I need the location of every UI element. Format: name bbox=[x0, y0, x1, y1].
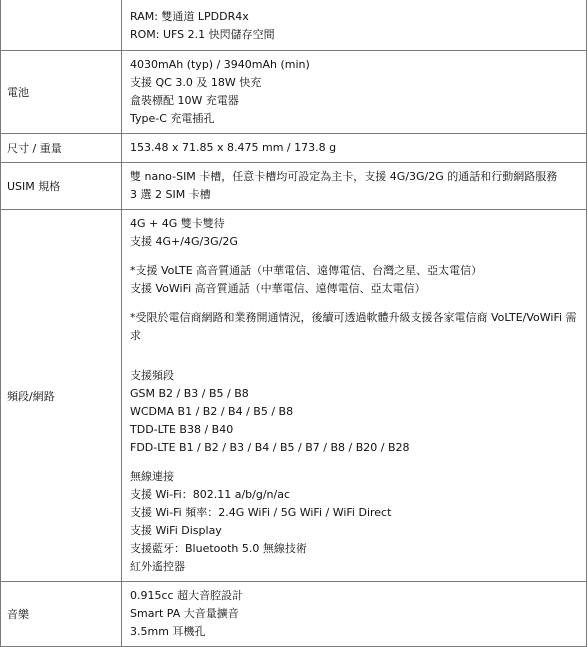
spec-line: RAM: 雙通道 LPDDR4x bbox=[130, 10, 249, 23]
spec-line: 153.48 x 71.85 x 8.475 mm / 173.8 g bbox=[130, 141, 337, 154]
spec-label-battery: 電池 bbox=[1, 51, 122, 134]
spec-label-network: 頻段/網路 bbox=[1, 210, 122, 582]
spec-line: 支援 Wi-Fi 頻率：2.4G WiFi / 5G WiFi / WiFi Direct bbox=[130, 506, 392, 519]
spec-row-battery bbox=[1, 51, 587, 134]
spec-line: *支援 VoLTE 高音質通話（中華電信、遠傳電信、台灣之星、亞太電信） bbox=[130, 264, 483, 277]
spec-value-network bbox=[122, 210, 587, 582]
spec-line: GSM B2 / B3 / B5 / B8 bbox=[130, 387, 249, 400]
spec-line: 支援 QC 3.0 及 18W 快充 bbox=[130, 76, 262, 89]
spec-row-network bbox=[1, 210, 587, 582]
spec-label-size: 尺寸 / 重量 bbox=[1, 134, 122, 163]
spec-value-usim bbox=[122, 163, 587, 210]
spec-note: *受限於電信商網路和業務開通情況，後續可透過軟體升級支援各家電信商 VoLTE/VoWiFi 需求 bbox=[130, 311, 577, 342]
spec-value-audio bbox=[122, 582, 587, 647]
spec-label-audio: 音樂 bbox=[1, 582, 122, 647]
spec-row-usim bbox=[1, 163, 587, 210]
spec-line: 支援藍牙：Bluetooth 5.0 無線技術 bbox=[130, 542, 307, 555]
spec-line: 雙 nano-SIM 卡槽，任意卡槽均可設定為主卡，支援 4G/3G/2G 的通話和行動網路服務 bbox=[130, 170, 558, 183]
spec-row-size bbox=[1, 134, 587, 163]
spec-value-size bbox=[122, 134, 587, 163]
spec-value-battery bbox=[122, 51, 587, 134]
spec-line: 3.5mm 耳機孔 bbox=[130, 625, 206, 638]
spec-line: 4030mAh (typ) / 3940mAh (min) bbox=[130, 58, 310, 71]
spec-row-memory bbox=[1, 0, 587, 51]
spec-line: FDD-LTE B1 / B2 / B3 / B4 / B5 / B7 / B8 / B20 / B28 bbox=[130, 441, 410, 454]
spec-line: 紅外遙控器 bbox=[130, 560, 185, 573]
spec-line: 支援頻段 bbox=[130, 369, 174, 382]
spec-value-memory bbox=[122, 0, 587, 51]
spec-line: 支援 Wi-Fi：802.11 a/b/g/n/ac bbox=[130, 488, 291, 501]
spec-label-memory bbox=[1, 0, 122, 51]
spec-line: 3 選 2 SIM 卡槽 bbox=[130, 188, 211, 201]
spec-line: 0.915cc 超大音腔設計 bbox=[130, 589, 244, 602]
spec-line: ROM: UFS 2.1 快閃儲存空間 bbox=[130, 28, 275, 41]
spec-line: TDD-LTE B38 / B40 bbox=[130, 423, 234, 436]
spec-line: 無線連接 bbox=[130, 470, 174, 483]
spec-line: 支援 4G+/4G/3G/2G bbox=[130, 235, 238, 248]
spec-line: 支援 VoWiFi 高音質通話（中華電信、遠傳電信、亞太電信） bbox=[130, 282, 426, 295]
spec-line: 支援 WiFi Display bbox=[130, 524, 222, 537]
spec-row-audio bbox=[1, 582, 587, 647]
spec-line: 4G + 4G 雙卡雙待 bbox=[130, 217, 225, 230]
spec-line: WCDMA B1 / B2 / B4 / B5 / B8 bbox=[130, 405, 294, 418]
spec-line: Smart PA 大音量擴音 bbox=[130, 607, 239, 620]
spec-label-usim: USIM 規格 bbox=[1, 163, 122, 210]
spec-line: 盒裝標配 10W 充電器 bbox=[130, 94, 239, 107]
spec-line: Type-C 充電插孔 bbox=[130, 112, 215, 125]
